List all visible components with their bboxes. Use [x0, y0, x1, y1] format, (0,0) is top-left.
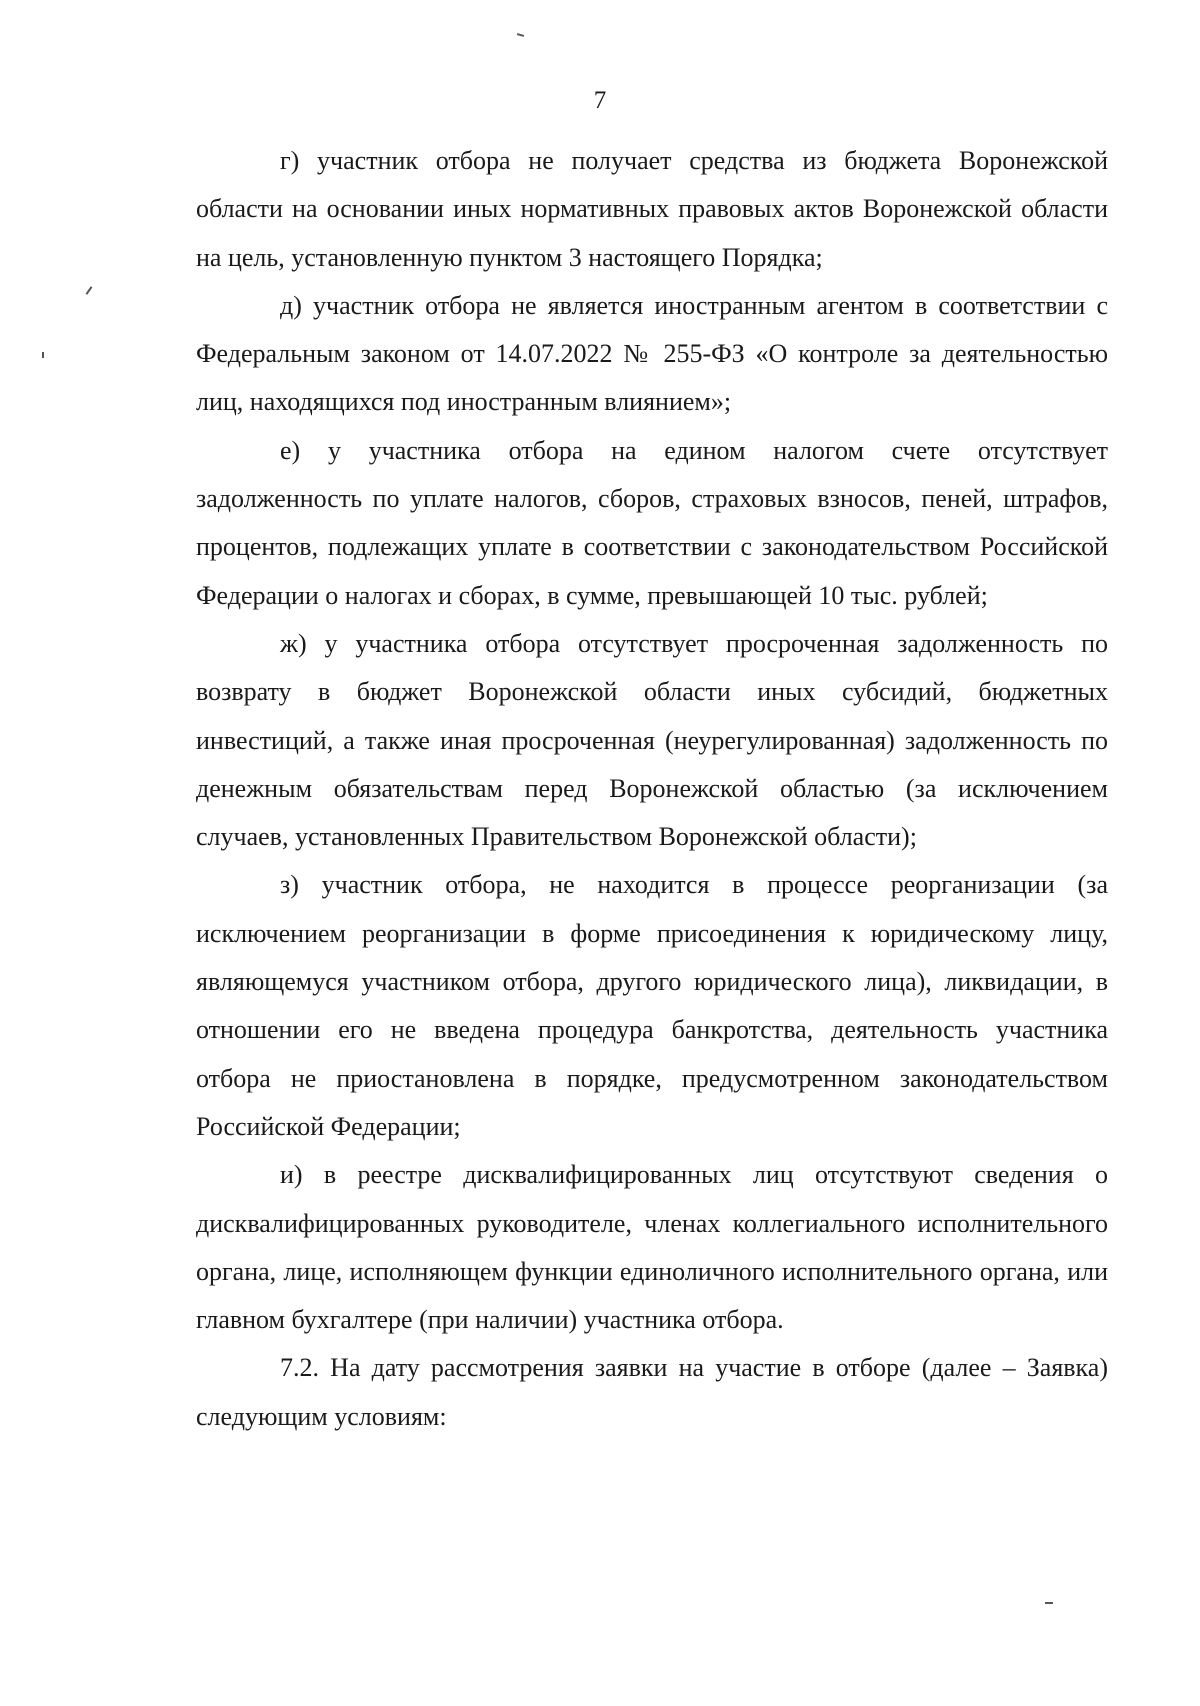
paragraph-zh: ж) у участника отбора отсутствует просроченная задолженность по возврату в бюджет Воронежской области иных субсидий, бюджетных инвестиций, а также иная просроченная (неурегулированная) задолженность по денежным обязательствам перед Воронежской областью (за исключением случаев, установленных Правительством Воронежской области);: [196, 628, 1108, 852]
scan-speck-right: [1045, 1602, 1053, 1604]
scan-speck-left-2: [42, 352, 44, 358]
scan-speck-left-1: [86, 286, 93, 295]
paragraph-d: д) участник отбора не является иностранным агентом в соответствии с Федеральным законом от 14.07.2022 № 255-ФЗ «О контроле за деятельностью лиц, находящихся под иностранным влиянием»;: [196, 290, 1108, 417]
paragraph-g: г) участник отбора не получает средства из бюджета Воронежской области на основании иных нормативных правовых актов Воронежской области на цель, установленную пунктом 3 настоящего Порядка;: [196, 146, 1108, 272]
scan-speck-top: [517, 33, 524, 37]
paragraph-e: е) у участника отбора на едином налогом счете отсутствует задолженность по уплате налогов, сборов, страховых взносов, пеней, штрафов, процентов, подлежащих уплате в соответствии с законодательством Российской Федерации о налогах и сборах, в сумме, превышающей 10 тыс. рублей;: [196, 435, 1108, 610]
paragraph-i: и) в реестре дисквалифицированных лиц отсутствуют сведения о дисквалифицированных руководителе, членах коллегиального исполнительного органа, лице, исполняющем функции единоличного исполнительного органа, или главном бухгалтере (при наличии) участника отбора.: [196, 1160, 1108, 1335]
paragraph-7-2: 7.2. На дату рассмотрения заявки на участие в отборе (далее – Заявка) следующим условиям:: [196, 1353, 1108, 1431]
page-number: 7: [593, 87, 607, 114]
document-body: [196, 137, 1108, 1441]
paragraph-z: з) участник отбора, не находится в процессе реорганизации (за исключением реорганизации в форме присоединения к юридическому лицу, являющемуся участником отбора, другого юридического лица), ликвидации, в отношении его не введена процедура банкротства, деятельность участника отбора не приостановлена в порядке, предусмотренном законодательством Российской Федерации;: [196, 870, 1108, 1141]
